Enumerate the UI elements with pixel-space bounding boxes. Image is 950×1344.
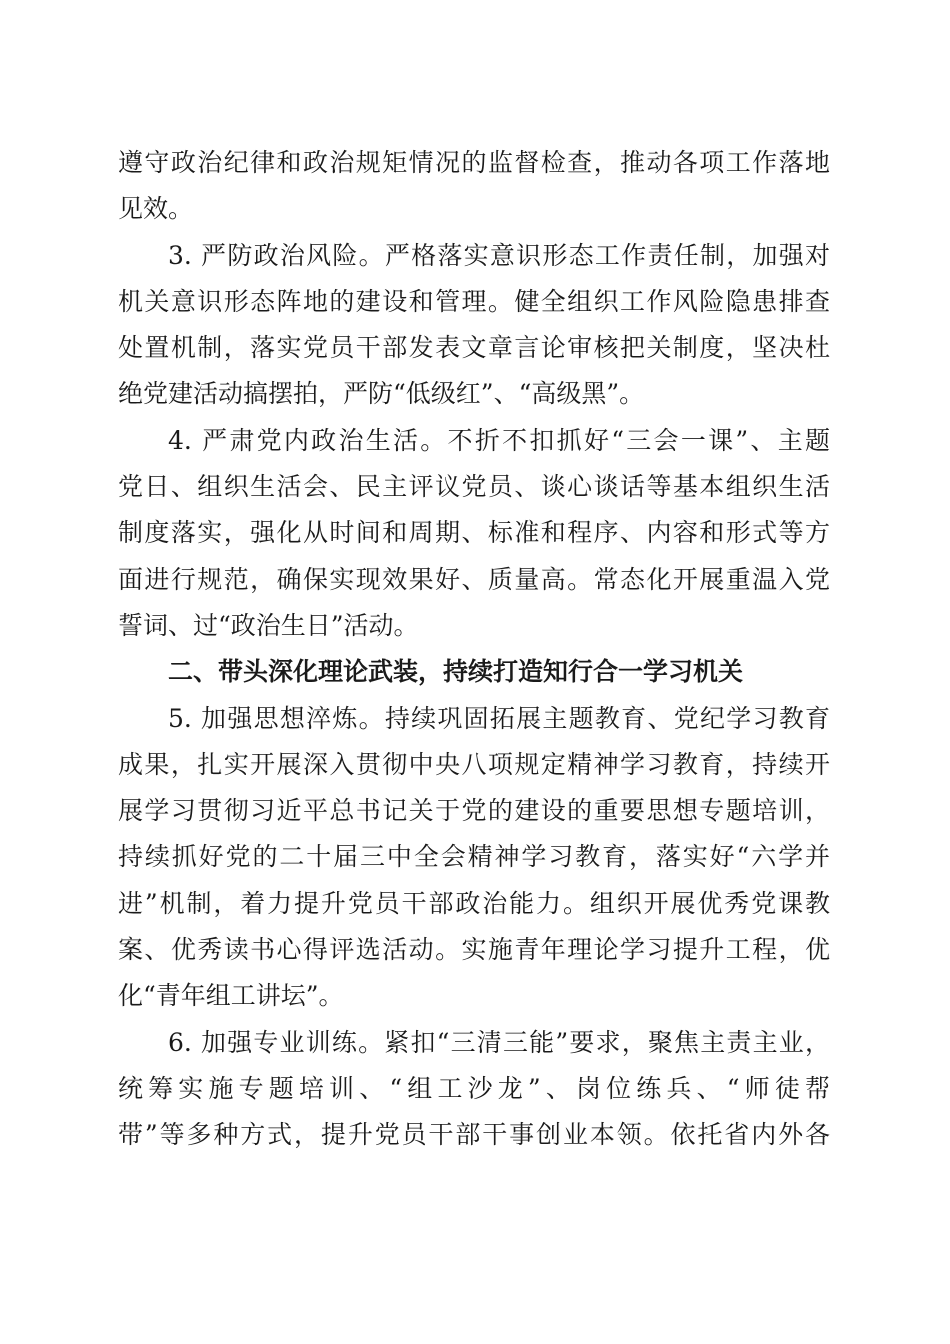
section-heading: 二、带头深化理论武装，持续打造知行合一学习机关 (168, 657, 744, 687)
body-line: 誓词、过“政治生日”活动。 (118, 610, 419, 640)
body-line: 遵守政治纪律和政治规矩情况的监督检查，推动各项工作落地 (118, 148, 830, 177)
paragraph-3-first-line: 3. 严防政治风险。严格落实意识形态工作责任制，加强对 (168, 240, 830, 270)
body-line: 统筹实施专题培训、“组工沙龙”、岗位练兵、“师徒帮 (118, 1073, 830, 1103)
body-line: 带”等多种方式，提升党员干部干事创业本领。依托省内外各 (118, 1120, 830, 1150)
paragraph-6-first-line: 6. 加强专业训练。紧扣“三清三能”要求，聚焦主责主业， (168, 1027, 830, 1057)
body-line: 面进行规范，确保实现效果好、质量高。常态化开展重温入党 (118, 564, 830, 594)
paragraph-4-first-line: 4. 严肃党内政治生活。不折不扣抓好“三会一课”、主题 (168, 425, 830, 455)
body-line: 机关意识形态阵地的建设和管理。健全组织工作风险隐患排查 (118, 286, 830, 316)
body-line: 展学习贯彻习近平总书记关于党的建设的重要思想专题培训， (118, 796, 830, 826)
document-body (118, 140, 830, 1159)
body-line: 党日、组织生活会、民主评议党员、谈心谈话等基本组织生活 (118, 472, 830, 502)
paragraph-5-first-line: 5. 加强思想淬炼。持续巩固拓展主题教育、党纪学习教育 (168, 703, 830, 733)
body-line: 化“青年组工讲坛”。 (118, 981, 344, 1011)
body-line: 制度落实，强化从时间和周期、标准和程序、内容和形式等方 (118, 518, 830, 548)
body-line: 案、优秀读书心得评选活动。实施青年理论学习提升工程，优 (118, 935, 830, 965)
body-line: 进”机制，着力提升党员干部政治能力。组织开展优秀党课教 (118, 888, 830, 918)
body-line: 持续抓好党的二十届三中全会精神学习教育，落实好“六学并 (118, 842, 830, 872)
body-line: 绝党建活动搞摆拍，严防“低级红”、“高级黑”。 (118, 379, 645, 409)
body-line: 见效。 (118, 194, 194, 224)
body-line: 成果，扎实开展深入贯彻中央八项规定精神学习教育，持续开 (118, 749, 830, 779)
body-line: 处置机制，落实党员干部发表文章言论审核把关制度，坚决杜 (118, 333, 830, 363)
